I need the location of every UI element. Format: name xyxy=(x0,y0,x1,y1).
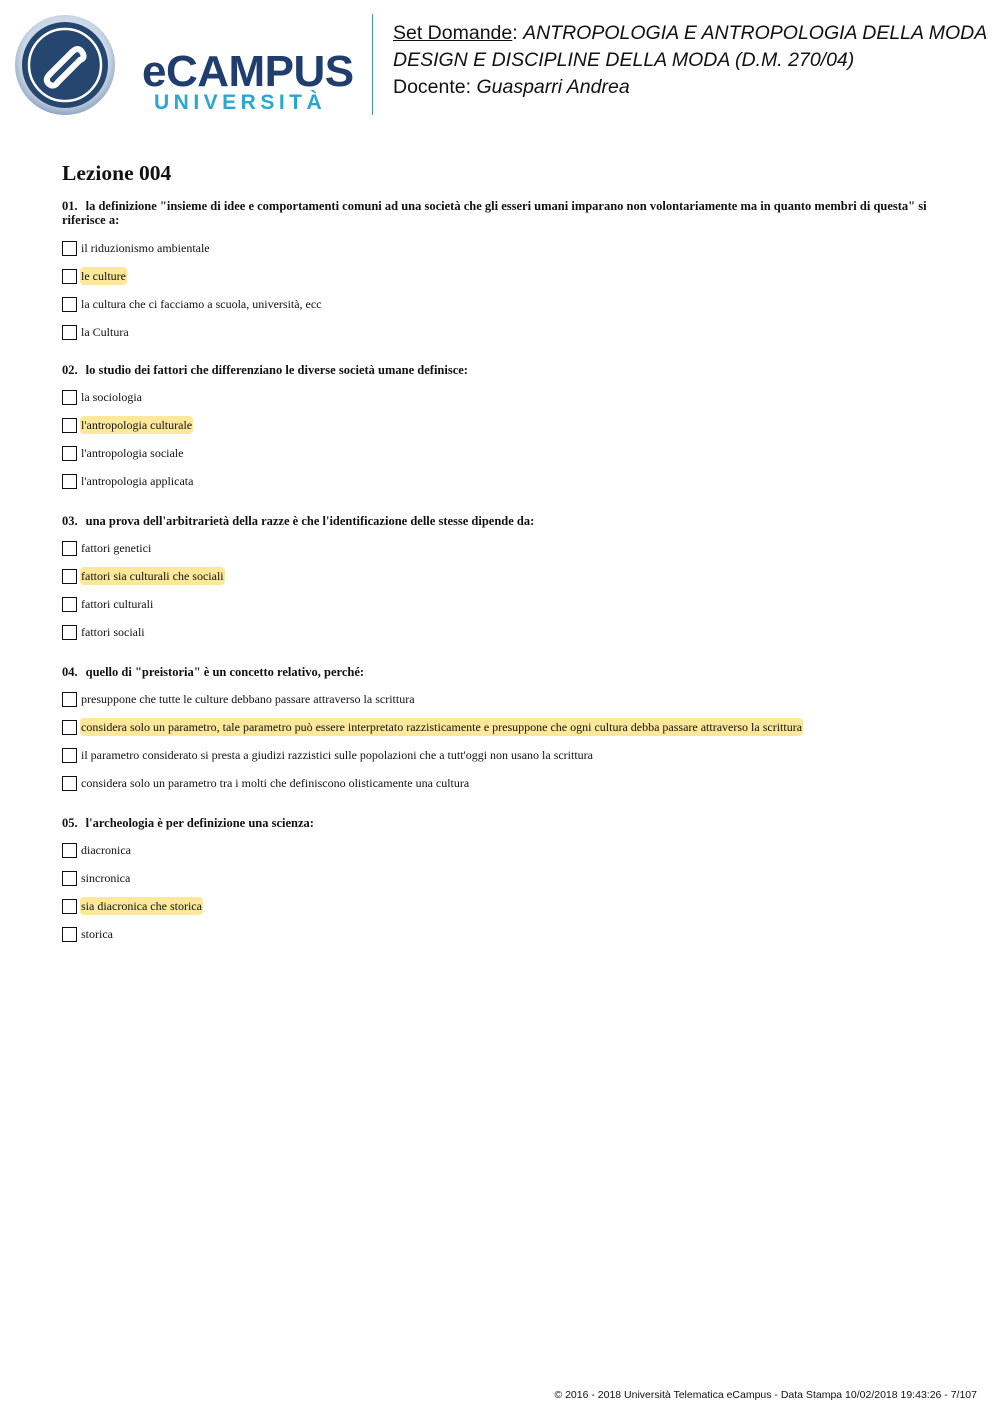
answer-checkbox[interactable] xyxy=(62,446,77,461)
question-02 xyxy=(62,363,942,498)
answer-text-highlighted: l'antropologia culturale xyxy=(81,418,193,432)
answer-text: presuppone che tutte le culture debbano passare attraverso la scrittura xyxy=(81,692,415,706)
course-title-line-1: ANTROPOLOGIA E ANTROPOLOGIA DELLA MODA xyxy=(523,22,988,44)
answer-option[interactable] xyxy=(62,237,942,265)
answer-text: fattori sociali xyxy=(81,625,145,639)
question-03 xyxy=(62,514,942,649)
answer-text: la cultura che ci facciamo a scuola, università, ecc xyxy=(81,297,322,311)
answer-option[interactable] xyxy=(62,537,942,565)
answer-checkbox[interactable] xyxy=(62,720,77,735)
teacher-label: Docente: xyxy=(393,76,477,98)
page-footer: © 2016 - 2018 Università Telematica eCampus - Data Stampa 10/02/2018 19:43:26 - 7/107 xyxy=(554,1389,977,1401)
answer-checkbox[interactable] xyxy=(62,325,77,340)
course-line-2 xyxy=(393,47,993,74)
answer-checkbox[interactable] xyxy=(62,241,77,256)
answer-text: fattori genetici xyxy=(81,541,152,555)
answer-option[interactable] xyxy=(62,470,942,498)
ecampus-logo xyxy=(14,14,358,116)
options-list xyxy=(62,537,942,649)
answer-text: la Cultura xyxy=(81,325,129,339)
options-list xyxy=(62,839,942,951)
answer-option[interactable] xyxy=(62,772,942,800)
answer-checkbox[interactable] xyxy=(62,269,77,284)
answer-checkbox[interactable] xyxy=(62,871,77,886)
answer-option[interactable] xyxy=(62,265,942,293)
answer-option[interactable] xyxy=(62,839,942,867)
question-number: 02. xyxy=(62,363,78,377)
ecampus-emblem-icon xyxy=(14,14,116,116)
answer-text: l'antropologia applicata xyxy=(81,474,194,488)
answer-checkbox[interactable] xyxy=(62,843,77,858)
answer-text-highlighted: fattori sia culturali che sociali xyxy=(81,569,224,583)
answer-checkbox[interactable] xyxy=(62,569,77,584)
answer-option[interactable] xyxy=(62,895,942,923)
answer-text: considera solo un parametro tra i molti che definiscono olisticamente una cultura xyxy=(81,776,470,790)
answer-option[interactable] xyxy=(62,293,942,321)
question-body: quello di "preistoria" è un concetto relativo, perché: xyxy=(85,665,365,679)
options-list xyxy=(62,386,942,498)
answer-text: storica xyxy=(81,927,113,941)
header-divider xyxy=(372,14,373,115)
answer-text: il riduzionismo ambientale xyxy=(81,241,210,255)
answer-text-highlighted: considera solo un parametro, tale parametro può essere interpretato razzisticamente e presuppone che ogni cultura debba passare attraverso la scrittura xyxy=(81,720,803,734)
question-body: l'archeologia è per definizione una scienza: xyxy=(85,816,314,830)
answer-checkbox[interactable] xyxy=(62,692,77,707)
answer-option[interactable] xyxy=(62,414,942,442)
question-number: 05. xyxy=(62,816,78,830)
logo-brand-text: eCAMPUS xyxy=(142,47,354,96)
question-text xyxy=(62,665,942,679)
answer-option[interactable] xyxy=(62,593,942,621)
question-body: lo studio dei fattori che differenziano le diverse società umane definisce: xyxy=(85,363,468,377)
lesson-title: Lezione 004 xyxy=(62,161,172,185)
question-number: 01. xyxy=(62,199,78,213)
question-04 xyxy=(62,665,942,800)
answer-option[interactable] xyxy=(62,716,942,744)
answer-option[interactable] xyxy=(62,621,942,649)
question-body: la definizione "insieme di idee e comportamenti comuni ad una società che gli esseri umani imparano non volontariamente ma in quanto membri di questa" si riferisce a: xyxy=(62,199,927,227)
question-text xyxy=(62,514,942,528)
question-text xyxy=(62,816,942,830)
answer-checkbox[interactable] xyxy=(62,474,77,489)
question-05 xyxy=(62,816,942,951)
answer-checkbox[interactable] xyxy=(62,418,77,433)
answer-checkbox[interactable] xyxy=(62,927,77,942)
question-text xyxy=(62,199,942,227)
answer-text-highlighted: sia diacronica che storica xyxy=(81,899,202,913)
answer-checkbox[interactable] xyxy=(62,541,77,556)
header-info xyxy=(393,20,993,101)
answer-checkbox[interactable] xyxy=(62,297,77,312)
answer-option[interactable] xyxy=(62,442,942,470)
answer-option[interactable] xyxy=(62,565,942,593)
answer-checkbox[interactable] xyxy=(62,597,77,612)
answer-checkbox[interactable] xyxy=(62,625,77,640)
answer-option[interactable] xyxy=(62,744,942,772)
set-separator: : xyxy=(512,22,524,44)
question-number: 04. xyxy=(62,665,78,679)
answer-option[interactable] xyxy=(62,321,942,349)
answer-checkbox[interactable] xyxy=(62,748,77,763)
page-header xyxy=(0,0,1000,125)
question-number: 03. xyxy=(62,514,78,528)
answer-option[interactable] xyxy=(62,867,942,895)
answer-text: l'antropologia sociale xyxy=(81,446,184,460)
answer-text: sincronica xyxy=(81,871,131,885)
course-title-line-2: DESIGN E DISCIPLINE DELLA MODA (D.M. 270/04) xyxy=(393,49,855,71)
answer-checkbox[interactable] xyxy=(62,899,77,914)
answer-checkbox[interactable] xyxy=(62,390,77,405)
course-line-1 xyxy=(393,20,993,47)
logo-subtitle-text: UNIVERSITÀ xyxy=(154,91,327,114)
teacher-name: Guasparri Andrea xyxy=(476,76,630,98)
answer-text: diacronica xyxy=(81,843,131,857)
question-body: una prova dell'arbitrarietà della razze è che l'identificazione delle stesse dipende da: xyxy=(85,514,535,528)
question-01 xyxy=(62,199,942,349)
answer-text: fattori culturali xyxy=(81,597,154,611)
options-list xyxy=(62,237,942,349)
set-label: Set Domande xyxy=(393,22,513,44)
answer-text-highlighted: le culture xyxy=(81,269,126,283)
question-text xyxy=(62,363,942,377)
options-list xyxy=(62,688,942,800)
answer-option[interactable] xyxy=(62,923,942,951)
answer-option[interactable] xyxy=(62,688,942,716)
answer-option[interactable] xyxy=(62,386,942,414)
answer-text: la sociologia xyxy=(81,390,142,404)
teacher-line xyxy=(393,74,993,101)
answer-text: il parametro considerato si presta a giudizi razzistici sulle popolazioni che a tutt'oggi non usano la scrittura xyxy=(81,748,594,762)
answer-checkbox[interactable] xyxy=(62,776,77,791)
